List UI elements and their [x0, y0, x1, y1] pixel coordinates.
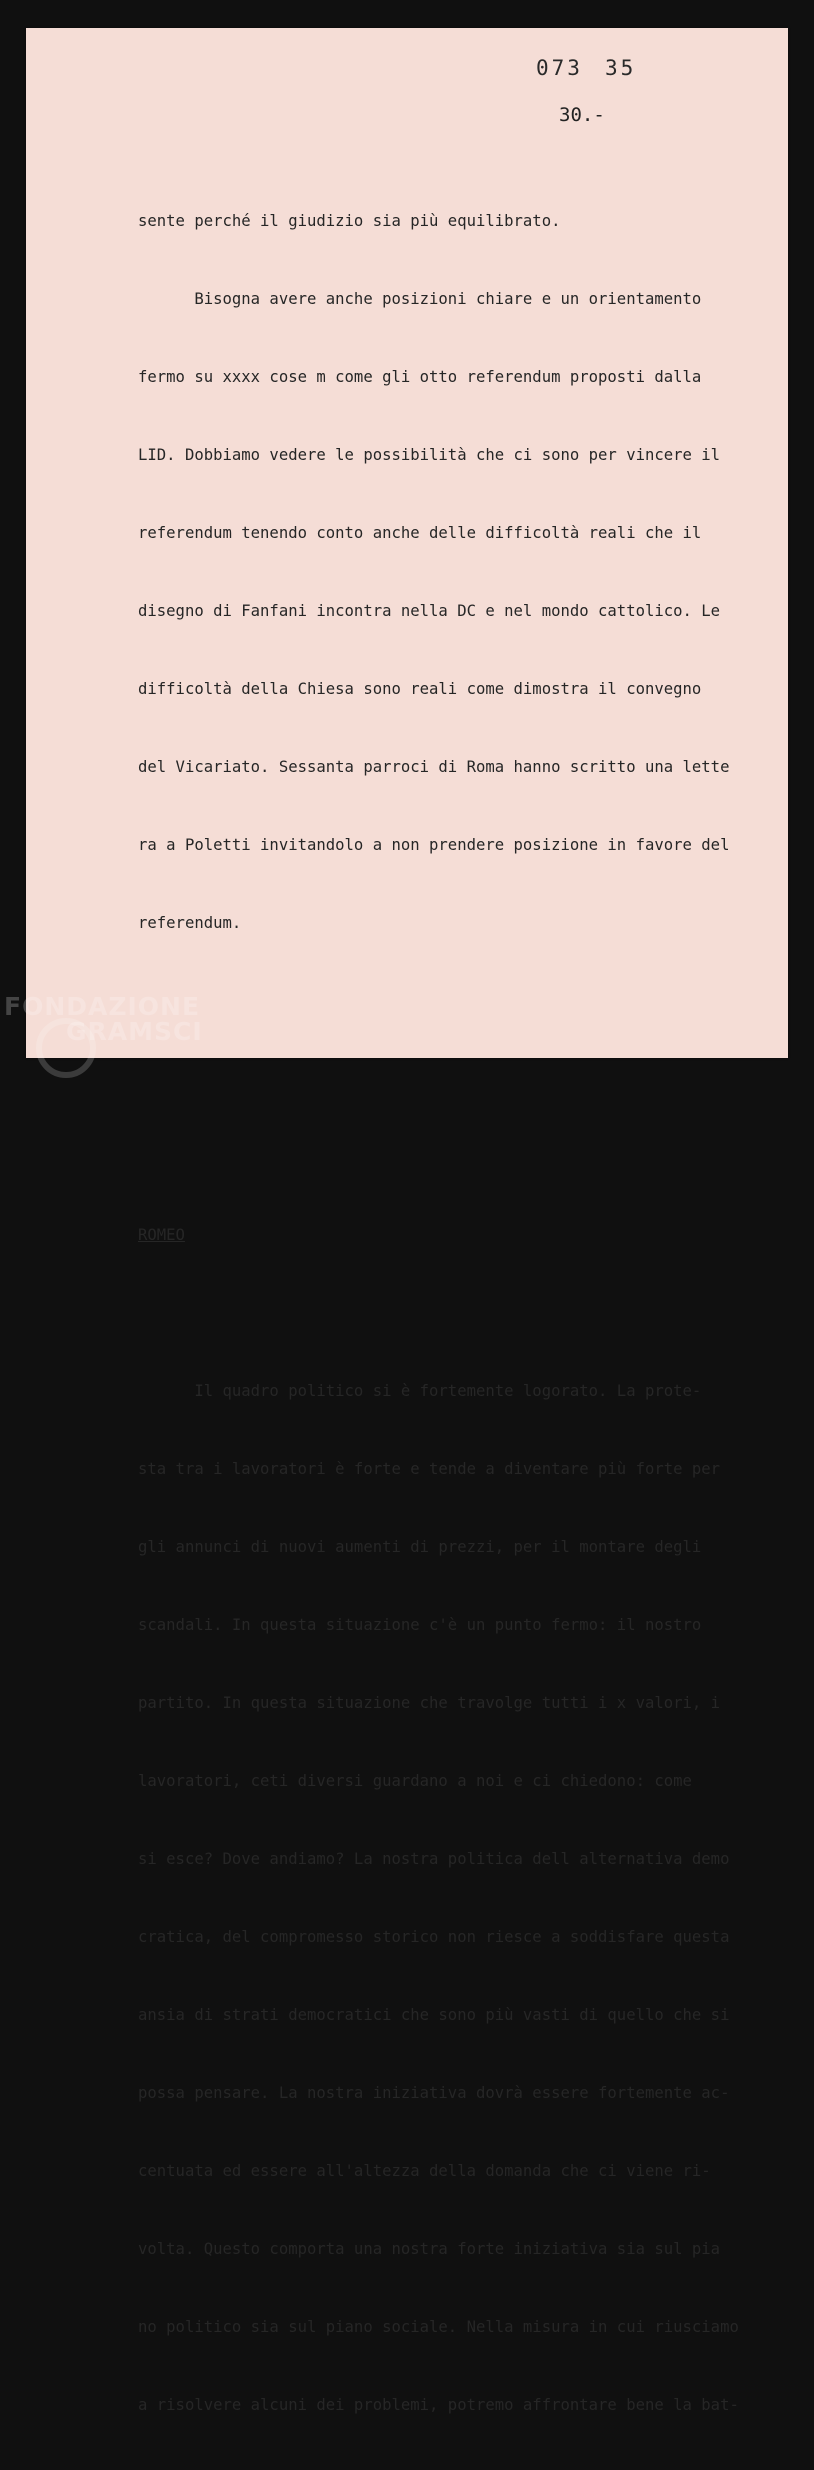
- text-line: no politico sia sul piano sociale. Nella misura in cui riusciamo: [138, 2318, 739, 2336]
- text-line: ansia di strati democratici che sono più vasti di quello che si: [138, 2006, 730, 2024]
- typed-text-body: [138, 156, 763, 2470]
- page-number: 30.-: [559, 104, 605, 126]
- text-line: a risolvere alcuni dei problemi, potremo affrontare bene la bat-: [138, 2396, 739, 2414]
- text-line: LID. Dobbiamo vedere le possibilità che ci sono per vincere il: [138, 446, 721, 464]
- text-line: referendum.: [138, 914, 242, 932]
- folio-right: 35: [604, 56, 637, 80]
- text-line: fermo su xxxx cose m come gli otto referendum proposti dalla: [138, 368, 702, 386]
- text-line: partito. In questa situazione che travolge tutti i x valori, i: [138, 1694, 721, 1712]
- section-heading: ROMEO: [138, 1226, 185, 1244]
- text-line: Il quadro politico si è fortemente logorato. La prote-: [138, 1382, 702, 1400]
- text-line: cratica, del compromesso storico non riesce a soddisfare questa: [138, 1928, 730, 1946]
- watermark-line2: GRAMSCI: [66, 1017, 203, 1046]
- watermark-line1: FONDAZIONE: [4, 992, 201, 1021]
- text-line: volta. Questo comporta una nostra forte iniziativa sia sul pia: [138, 2240, 721, 2258]
- text-line: difficoltà della Chiesa sono reali come dimostra il convegno: [138, 680, 702, 698]
- document-page: [26, 28, 788, 2414]
- folio-number: [536, 56, 658, 80]
- text-line: scandali. In questa situazione c'è un punto fermo: il nostro: [138, 1616, 702, 1634]
- text-line: possa pensare. La nostra iniziativa dovrà essere fortemente ac-: [138, 2084, 730, 2102]
- text-line: sta tra i lavoratori è forte e tende a diventare più forte per: [138, 1460, 721, 1478]
- text-line: ra a Poletti invitandolo a non prendere posizione in favore del: [138, 836, 730, 854]
- folio-left: 073: [536, 56, 583, 80]
- text-line: disegno di Fanfani incontra nella DC e nel mondo cattolico. Le: [138, 602, 721, 620]
- text-line: referendum tenendo conto anche delle difficoltà reali che il: [138, 524, 702, 542]
- text-line: sente perché il giudizio sia più equilibrato.: [138, 212, 561, 230]
- logo-ring-icon: [36, 1018, 96, 1078]
- text-line: gli annunci di nuovi aumenti di prezzi, per il montare degli: [138, 1538, 702, 1556]
- text-line: si esce? Dove andiamo? La nostra politica dell alternativa demo: [138, 1850, 730, 1868]
- text-line: del Vicariato. Sessanta parroci di Roma hanno scritto una lette: [138, 758, 730, 776]
- text-line: lavoratori, ceti diversi guardano a noi e ci chiedono: come: [138, 1772, 692, 1790]
- text-line: Bisogna avere anche posizioni chiare e un orientamento: [138, 290, 702, 308]
- text-line: centuata ed essere all'altezza della domanda che ci viene ri-: [138, 2162, 711, 2180]
- fondazione-gramsci-watermark: [4, 992, 203, 1046]
